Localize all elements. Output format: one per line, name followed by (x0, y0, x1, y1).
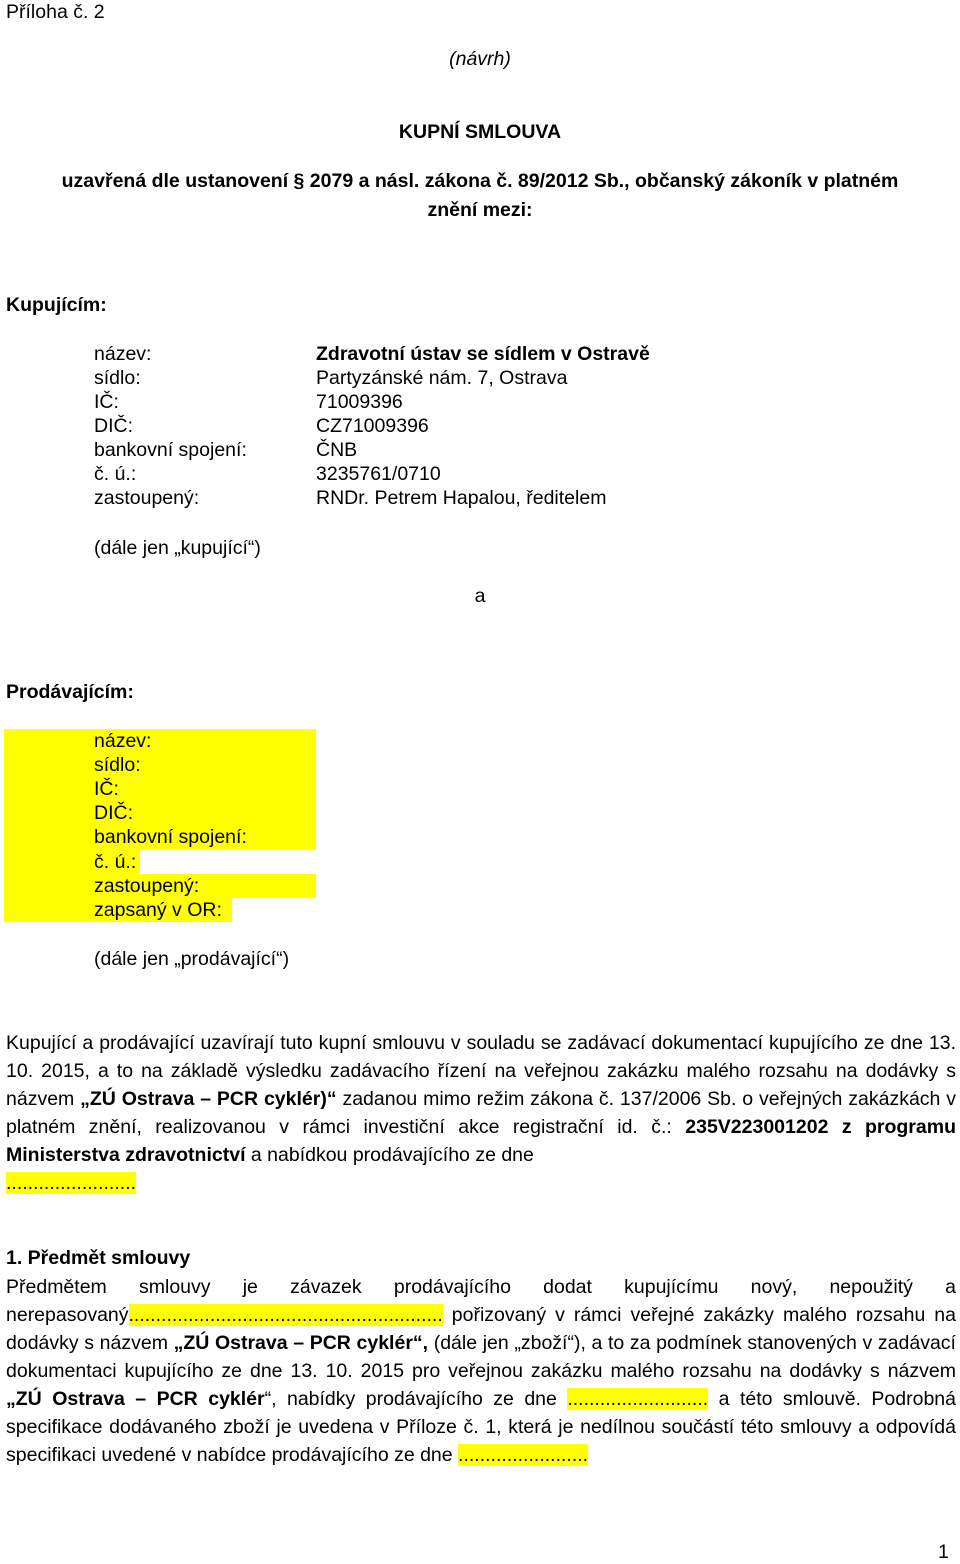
buyer-ic-label: IČ: (94, 391, 119, 413)
buyer-account-label: č. ú.: (94, 463, 137, 485)
document-subtitle-line1: uzavřená dle ustanovení § 2079 a násl. zákona č. 89/2012 Sb., občanský zákoník v platném (61, 170, 899, 192)
section1-heading: 1. Předmět smlouvy (6, 1247, 191, 1269)
draft-label: (návrh) (449, 48, 511, 70)
section1-text-1: Předmětem smlouvy je závazek prodávajícího dodat kupujícímu nový, nepoužitý a nerepasovaný (6, 1276, 956, 1326)
section1-text-4: “, nabídky prodávajícího ze dne (264, 1388, 568, 1410)
seller-represented-label: zastoupený: (94, 875, 200, 897)
buyer-represented-value: RNDr. Petrem Hapalou, ředitelem (316, 487, 607, 509)
section1-paragraph (6, 1273, 956, 1469)
buyer-name-label: název: (94, 343, 152, 365)
section1-text-3: (dále jen „zboží“), a to za podmínek stanovených v zadávací dokumentaci kupujícího ze dne 13. 10. 2015 pro veřejnou zakázku malého rozsahu na dodávky s názvem (6, 1332, 956, 1382)
document-subtitle-line2: znění mezi: (427, 199, 533, 221)
seller-register-label: zapsaný v OR: (94, 899, 222, 921)
seller-account-label: č. ú.: (94, 851, 137, 873)
buyer-dic-label: DIČ: (94, 415, 133, 437)
section1-text-2: pořizovaný v rámci veřejné zakázky malého rozsahu na dodávky s názvem (6, 1304, 956, 1354)
buyer-account-value: 3235761/0710 (316, 463, 441, 485)
seller-alias: (dále jen „prodávající“) (94, 948, 290, 970)
intro-paragraph (6, 1029, 956, 1197)
intro-tender-name: „ZÚ Ostrava – PCR cyklér)“ (80, 1088, 337, 1110)
section1-tender-name-2: „ZÚ Ostrava – PCR cyklér (6, 1388, 265, 1410)
parties-connector: a (474, 585, 486, 607)
buyer-ic-value: 71009396 (316, 391, 403, 413)
buyer-seat-label: sídlo: (94, 367, 141, 389)
section1-offer-date-blank: .......................... (567, 1388, 709, 1410)
buyer-represented-label: zastoupený: (94, 487, 200, 509)
seller-name-label: název: (94, 730, 152, 752)
intro-text-2: zadanou mimo režim zákona č. 137/2006 Sb. o veřejných zakázkách v platném znění, realizovanou v rámci investiční akce registrační id. č.: (6, 1088, 956, 1138)
section1-offer-date-blank-2: ........................ (458, 1444, 589, 1466)
buyer-dic-value: CZ71009396 (316, 415, 429, 437)
intro-offer-date-blank: ........................ (6, 1172, 137, 1194)
intro-text-1: Kupující a prodávající uzavírají tuto kupní smlouvu v souladu se zadávací dokumentací kupujícího ze dne 13. 10. 2015, a to na základě výsledku zadávacího řízení na veřejnou zakázku malého rozsahu na dodávky s názvem (6, 1032, 956, 1110)
section1-text-5: a této smlouvě. Podrobná specifikace dodávaného zboží je uvedena v Příloze č. 1, která je nedílnou součástí této smlouvy a odpovídá specifikaci uvedené v nabídce prodávajícího ze dne (6, 1388, 956, 1466)
seller-seat-label: sídlo: (94, 754, 141, 776)
buyer-bank-value: ČNB (316, 439, 358, 461)
seller-ic-label: IČ: (94, 778, 119, 800)
intro-text-3: a nabídkou prodávajícího ze dne (245, 1144, 534, 1166)
buyer-bank-label: bankovní spojení: (94, 439, 247, 461)
buyer-heading: Kupujícím: (6, 294, 107, 316)
section1-tender-name: „ZÚ Ostrava – PCR cyklér“, (173, 1332, 429, 1354)
seller-bank-label: bankovní spojení: (94, 826, 247, 848)
buyer-name-value: Zdravotní ústav se sídlem v Ostravě (316, 343, 650, 365)
document-title: KUPNÍ SMLOUVA (398, 121, 562, 143)
buyer-alias: (dále jen „kupující“) (94, 537, 261, 559)
seller-dic-label: DIČ: (94, 802, 133, 824)
buyer-seat-value: Partyzánské nám. 7, Ostrava (316, 367, 568, 389)
page-number: 1 (938, 1541, 949, 1563)
intro-program-id: 235V223001202 z programu Ministerstva zdravotnictví (6, 1116, 956, 1166)
attachment-label: Příloha č. 2 (6, 1, 105, 23)
seller-heading: Prodávajícím: (6, 681, 134, 703)
section1-item-blank: .......................................................... (128, 1304, 443, 1326)
